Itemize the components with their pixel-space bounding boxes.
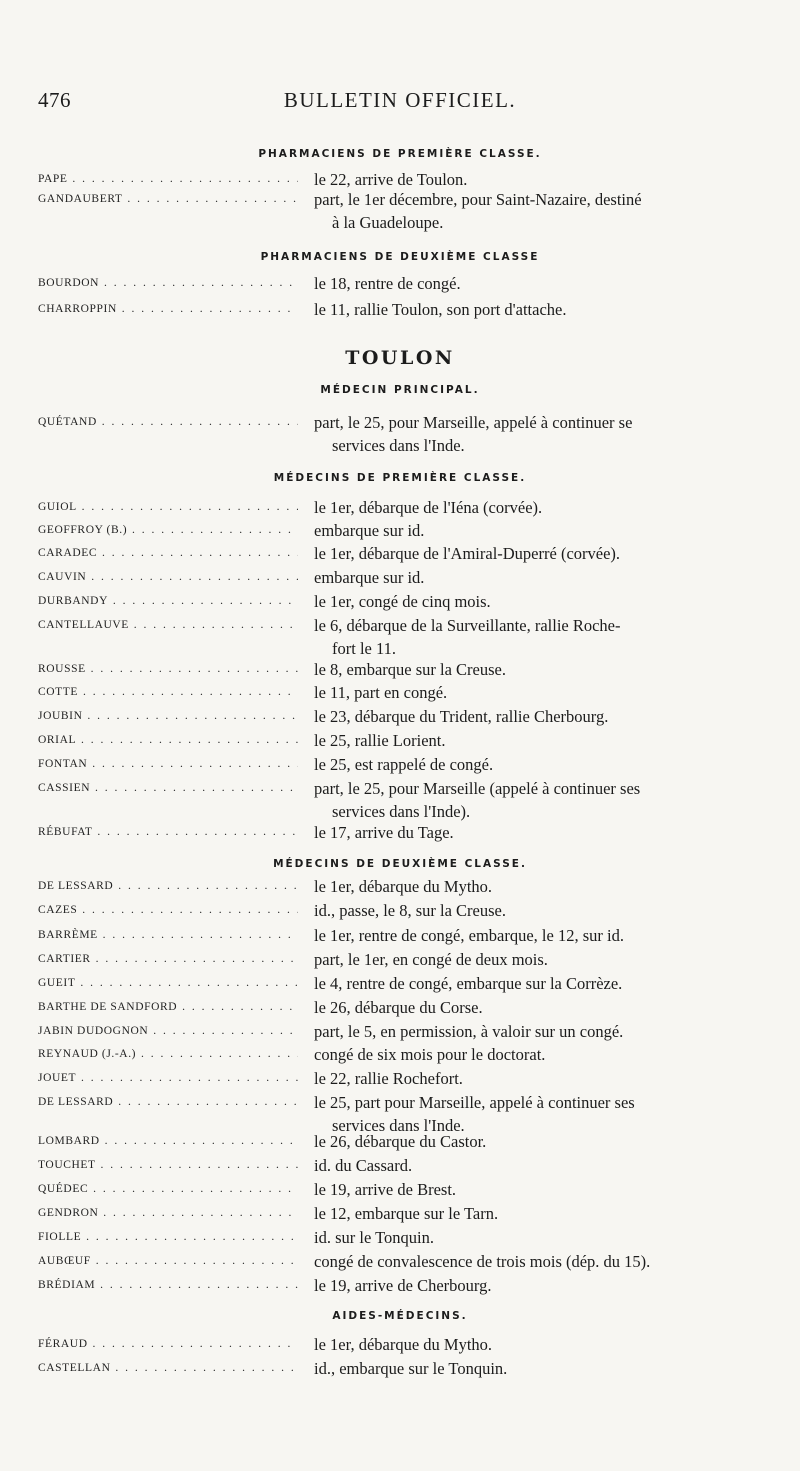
description-line: part, le 1er, en congé de deux mois. xyxy=(314,950,548,969)
page-number: 476 xyxy=(38,88,71,112)
entry-description xyxy=(314,1178,764,1201)
description-line: le 6, débarque de la Surveillante, rallie Roche- xyxy=(314,616,621,635)
entry-description xyxy=(314,1333,764,1356)
entry-description xyxy=(314,972,764,995)
entry-description xyxy=(314,298,764,321)
entry-description xyxy=(314,821,764,844)
officer-name: FONTAN . . . xyxy=(38,753,298,776)
entry-description xyxy=(314,411,764,457)
officer-name: LOMBARD . . . xyxy=(38,1130,298,1153)
description-line: congé de six mois pour le doctorat. xyxy=(314,1045,546,1064)
description-line: le 25, part pour Marseille, appelé à continuer ses xyxy=(314,1093,635,1112)
description-line: embarque sur id. xyxy=(314,568,425,587)
entry-description xyxy=(314,996,764,1019)
page-header xyxy=(38,88,762,118)
entry-description xyxy=(314,705,764,728)
description-line: id., passe, le 8, sur la Creuse. xyxy=(314,901,506,920)
entry-description xyxy=(314,948,764,971)
officer-name: BARRÈME . . . xyxy=(38,924,298,947)
description-line: le 12, embarque sur le Tarn. xyxy=(314,1204,499,1223)
officer-name: RÉBUFAT . . . xyxy=(38,821,298,844)
description-line: le 1er, congé de cinq mois. xyxy=(314,592,491,611)
description-line: services dans l'Inde). xyxy=(332,802,471,821)
officer-name: FIOLLE . . . xyxy=(38,1226,298,1249)
officer-name: TOUCHET . . . xyxy=(38,1154,298,1177)
entry-description xyxy=(314,1067,764,1090)
officer-name: CANTELLAUVE . . . xyxy=(38,614,298,637)
officer-name: DE LESSARD . . . xyxy=(38,875,298,898)
entry-description xyxy=(314,1202,764,1225)
entry-description xyxy=(314,924,764,947)
description-line: id., embarque sur le Tonquin. xyxy=(314,1359,508,1378)
officer-name: BOURDON . . . xyxy=(38,272,298,295)
entry-description xyxy=(314,1250,764,1273)
description-line: le 11, rallie Toulon, son port d'attache. xyxy=(314,300,567,319)
section-heading: PHARMACIENS DE DEUXIÈME CLASSE xyxy=(260,251,540,263)
description-line: à la Guadeloupe. xyxy=(332,213,444,232)
description-line: le 25, rallie Lorient. xyxy=(314,731,446,750)
officer-name: REYNAUD (J.-A.) . . . xyxy=(38,1043,298,1066)
officer-name: GUEIT . . . xyxy=(38,972,298,995)
entry-description xyxy=(314,188,764,234)
description-line: id. sur le Tonquin. xyxy=(314,1228,434,1247)
description-line: le 22, rallie Rochefort. xyxy=(314,1069,463,1088)
description-line: embarque sur id. xyxy=(314,521,425,540)
entry-description xyxy=(314,777,764,823)
entry-description xyxy=(314,899,764,922)
officer-name: AUBŒUF . . . xyxy=(38,1250,298,1273)
description-line: le 26, débarque du Corse. xyxy=(314,998,483,1017)
officer-name: CASTELLAN . . . xyxy=(38,1357,298,1380)
description-line: le 25, est rappelé de congé. xyxy=(314,755,494,774)
entry-description xyxy=(314,519,764,542)
description-line: fort le 11. xyxy=(332,639,396,658)
entry-description xyxy=(314,875,764,898)
entry-description xyxy=(314,496,764,519)
officer-name: PAPE . . . xyxy=(38,168,298,191)
section-heading: MÉDECIN PRINCIPAL. xyxy=(320,384,480,396)
entry-description xyxy=(314,566,764,589)
description-line: part, le 5, en permission, à valoir sur un congé. xyxy=(314,1022,624,1041)
description-line: services dans l'Inde. xyxy=(332,436,465,455)
description-line: le 19, arrive de Cherbourg. xyxy=(314,1276,492,1295)
entry-description xyxy=(314,1130,764,1153)
entry-description xyxy=(314,272,764,295)
description-line: le 17, arrive du Tage. xyxy=(314,823,454,842)
entry-description xyxy=(314,542,764,565)
description-line: le 1er, débarque du Mytho. xyxy=(314,877,493,896)
officer-name: JOUBIN . . . xyxy=(38,705,298,728)
description-line: congé de convalescence de trois mois (dép. du 15). xyxy=(314,1252,651,1271)
entry-description xyxy=(314,1226,764,1249)
description-line: le 1er, débarque de l'Iéna (corvée). xyxy=(314,498,543,517)
description-line: id. du Cassard. xyxy=(314,1156,413,1175)
section-heading: AIDES-MÉDECINS. xyxy=(332,1310,468,1322)
officer-name: GEOFFROY (B.) . . . xyxy=(38,519,298,542)
entry-description xyxy=(314,1043,764,1066)
city-heading: TOULON xyxy=(345,347,455,369)
officer-name: FÉRAUD . . . xyxy=(38,1333,298,1356)
officer-name: BRÉDIAM . . . xyxy=(38,1274,298,1297)
description-line: le 8, embarque sur la Creuse. xyxy=(314,660,506,679)
description-line: services dans l'Inde. xyxy=(332,1116,465,1135)
entry-description xyxy=(314,753,764,776)
description-line: le 22, arrive de Toulon. xyxy=(314,170,468,189)
entry-description xyxy=(314,614,764,660)
description-line: part, le 1er décembre, pour Saint-Nazaire, destiné xyxy=(314,190,642,209)
officer-name: DURBANDY . . . xyxy=(38,590,298,613)
entry-description xyxy=(314,590,764,613)
officer-name: CAUVIN . . . xyxy=(38,566,298,589)
description-line: part, le 25, pour Marseille, appelé à continuer se xyxy=(314,413,633,432)
description-line: le 26, débarque du Castor. xyxy=(314,1132,487,1151)
officer-name: COTTE . . . xyxy=(38,681,298,704)
description-line: le 11, part en congé. xyxy=(314,683,448,702)
section-heading: PHARMACIENS DE PREMIÈRE CLASSE. xyxy=(258,148,542,160)
officer-name: GUIOL . . . xyxy=(38,496,298,519)
officer-name: DE LESSARD . . . xyxy=(38,1091,298,1114)
officer-name: ROUSSE . . . xyxy=(38,658,298,681)
officer-name: GANDAUBERT . . . xyxy=(38,188,298,211)
officer-name: JABIN DUDOGNON . . . xyxy=(38,1020,298,1043)
officer-name: JOUET . . . xyxy=(38,1067,298,1090)
description-line: le 1er, débarque de l'Amiral-Duperré (corvée). xyxy=(314,544,621,563)
entry-description xyxy=(314,1274,764,1297)
description-line: le 4, rentre de congé, embarque sur la Corrèze. xyxy=(314,974,623,993)
description-line: le 23, débarque du Trident, rallie Cherbourg. xyxy=(314,707,609,726)
description-line: le 19, arrive de Brest. xyxy=(314,1180,457,1199)
entry-description xyxy=(314,1154,764,1177)
officer-name: QUÉDEC . . . xyxy=(38,1178,298,1201)
entry-description xyxy=(314,681,764,704)
description-line: le 1er, rentre de congé, embarque, le 12, sur id. xyxy=(314,926,624,945)
description-line: part, le 25, pour Marseille (appelé à continuer ses xyxy=(314,779,641,798)
officer-name: CARADEC . . . xyxy=(38,542,298,565)
running-title: BULLETIN OFFICIEL. xyxy=(283,88,517,112)
entry-description xyxy=(314,729,764,752)
section-heading: MÉDECINS DE PREMIÈRE CLASSE. xyxy=(273,472,527,484)
officer-name: CHARROPPIN . . . xyxy=(38,298,298,321)
section-heading: MÉDECINS DE DEUXIÈME CLASSE. xyxy=(273,858,527,870)
entry-description xyxy=(314,1357,764,1380)
entry-description xyxy=(314,1020,764,1043)
description-line: le 1er, débarque du Mytho. xyxy=(314,1335,493,1354)
officer-name: GENDRON . . . xyxy=(38,1202,298,1225)
officer-name: ORIAL . . . xyxy=(38,729,298,752)
entry-description xyxy=(314,658,764,681)
officer-name: BARTHE DE SANDFORD . . . xyxy=(38,996,298,1019)
officer-name: QUÉTAND . . . xyxy=(38,411,298,434)
officer-name: CAZES . . . xyxy=(38,899,298,922)
description-line: le 18, rentre de congé. xyxy=(314,274,461,293)
officer-name: CASSIEN . . . xyxy=(38,777,298,800)
officer-name: CARTIER . . . xyxy=(38,948,298,971)
